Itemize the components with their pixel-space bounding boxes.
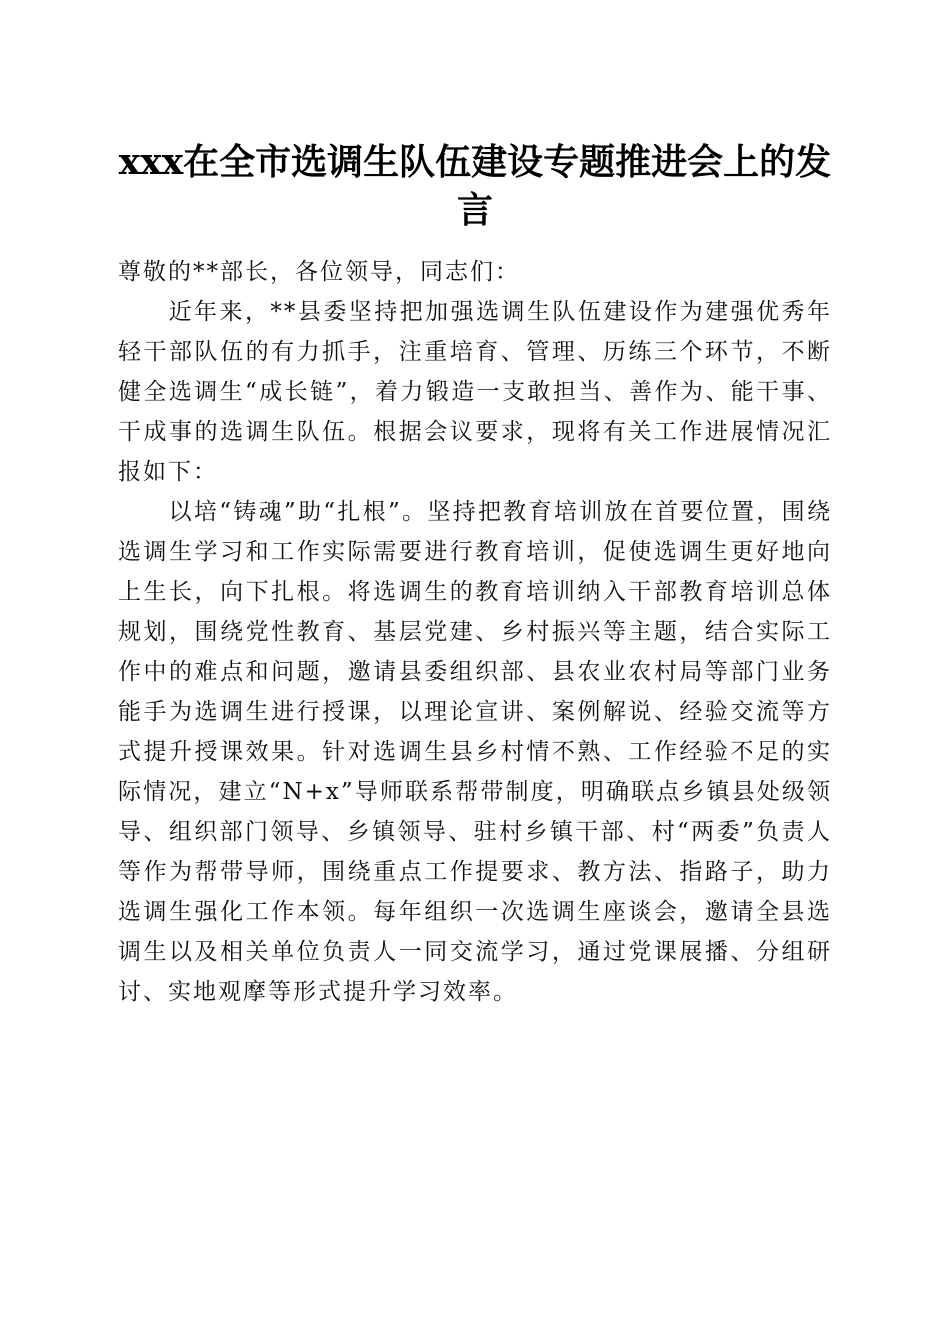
salutation: 尊敬的**部长，各位领导，同志们：	[118, 259, 520, 285]
document-title: xxx在全市选调生队伍建设专题推进会上的发言	[118, 141, 832, 231]
paragraph-training: 以培“铸魂”助“扎根”。坚持把教育培训放在首要位置，围绕选调生学习和工作实际需要进行教育培训，促使选调生更好地向上生长，向下扎根。将选调生的教育培训纳入干部教育培训总体规划，围绕党性教育、基层党建、乡村振兴等主题，结合实际工作中的难点和问题，邀请县委组织部、县农业农村局等部门业务能手为选调生进行授课，以理论宣讲、案例解说、经验交流等方式提升授课效果。针对选调生县乡村情不熟、工作经验不足的实际情况，建立“N+x”导师联系帮带制度，明确联点乡镇县处级领导、组织部门领导、乡镇领导、驻村乡镇干部、村“两委”负责人等作为帮带导师，围绕重点工作提要求、教方法、指路子，助力选调生强化工作本领。每年组织一次选调生座谈会，邀请全县选调生以及相关单位负责人一同交流学习，通过党课展播、分组研讨、实地观摩等形式提升学习效率。	[118, 499, 832, 1005]
document-body	[118, 252, 832, 1012]
paragraph-intro: 近年来，**县委坚持把加强选调生队伍建设作为建强优秀年轻干部队伍的有力抓手，注重培育、管理、历练三个环节，不断健全选调生“成长链”，着力锻造一支敢担当、善作为、能干事、干成事的选调生队伍。根据会议要求，现将有关工作进展情况汇报如下：	[118, 299, 832, 485]
